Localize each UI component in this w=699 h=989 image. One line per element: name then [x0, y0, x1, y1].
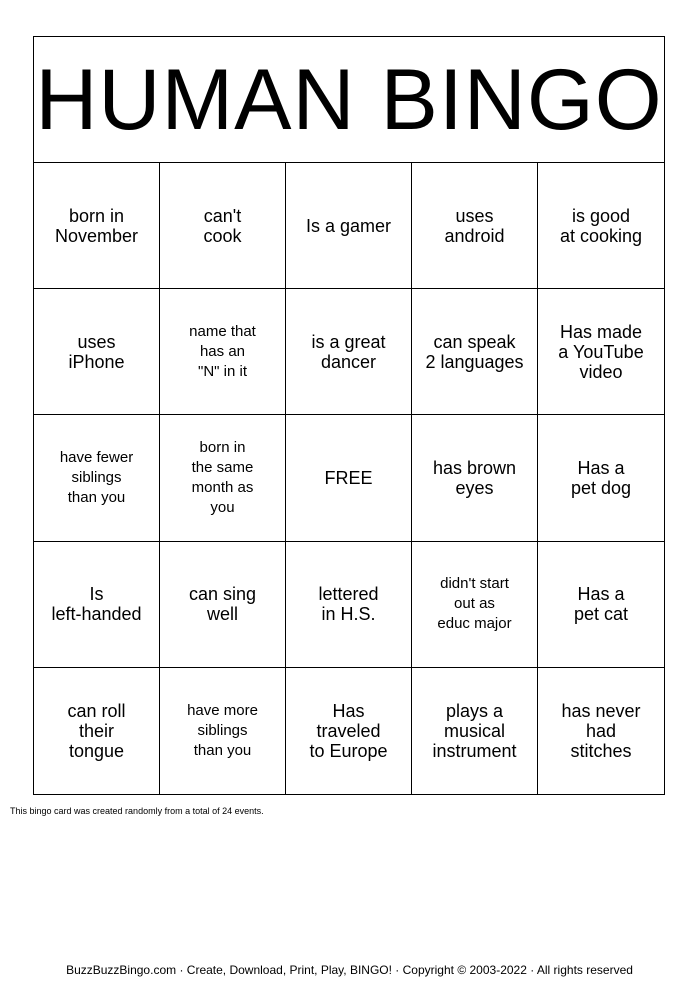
- bingo-cell: is good at cooking: [538, 163, 664, 289]
- bingo-free-cell: FREE: [286, 415, 412, 541]
- bingo-card: [33, 36, 665, 795]
- bingo-cell: can't cook: [160, 163, 286, 289]
- bingo-cell: Has made a YouTube video: [538, 289, 664, 415]
- card-title: HUMAN BINGO: [35, 51, 663, 148]
- bingo-cell: Has a pet dog: [538, 415, 664, 541]
- bingo-cell: can speak 2 languages: [412, 289, 538, 415]
- bingo-cell: name that has an "N" in it: [160, 289, 286, 415]
- bingo-cell: have fewer siblings than you: [34, 415, 160, 541]
- bingo-cell: didn't start out as educ major: [412, 542, 538, 668]
- bingo-cell: born in November: [34, 163, 160, 289]
- bingo-cell: Has a pet cat: [538, 542, 664, 668]
- bingo-cell: Is left-handed: [34, 542, 160, 668]
- bingo-cell: born in the same month as you: [160, 415, 286, 541]
- bingo-grid: [34, 163, 664, 794]
- bingo-cell: uses android: [412, 163, 538, 289]
- bingo-cell: uses iPhone: [34, 289, 160, 415]
- bingo-cell: can sing well: [160, 542, 286, 668]
- bingo-cell: can roll their tongue: [34, 668, 160, 794]
- bingo-cell: is a great dancer: [286, 289, 412, 415]
- bingo-cell: plays a musical instrument: [412, 668, 538, 794]
- bingo-cell: Is a gamer: [286, 163, 412, 289]
- page-footer: BuzzBuzzBingo.com · Create, Download, Print, Play, BINGO! · Copyright © 2003-2022 · All rights reserved: [66, 963, 633, 977]
- bingo-cell: Has traveled to Europe: [286, 668, 412, 794]
- bingo-cell: has never had stitches: [561, 700, 641, 761]
- bingo-cell: have more siblings than you: [160, 668, 286, 794]
- bingo-cell: lettered in H.S.: [286, 542, 412, 668]
- bingo-cell: has brown eyes: [412, 415, 538, 541]
- card-title-cell: [34, 37, 664, 163]
- card-footnote: This bingo card was created randomly from a total of 24 events.: [10, 806, 264, 816]
